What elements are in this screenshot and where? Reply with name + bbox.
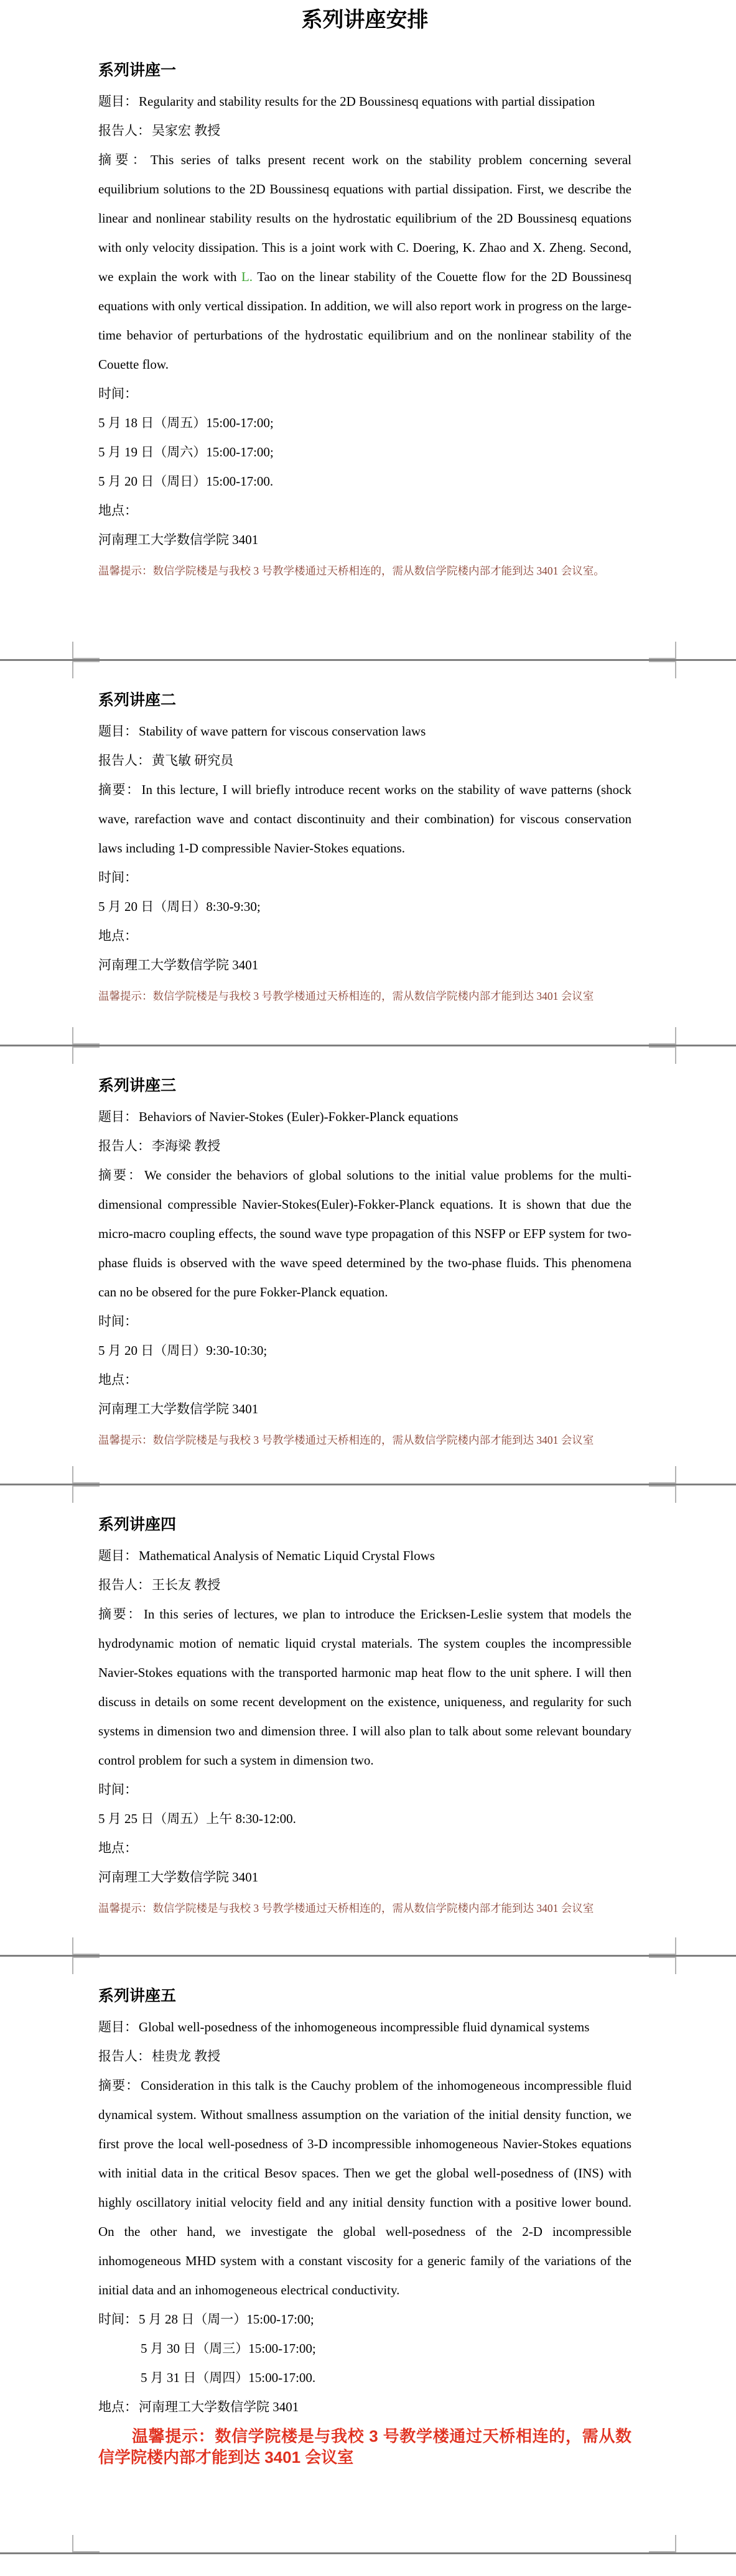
- location-label: 地点：: [98, 2399, 137, 2414]
- title-label: 题目：: [98, 2020, 137, 2034]
- page-break: [0, 2552, 736, 2554]
- lecture-5-title: [98, 2013, 631, 2042]
- margin-mark-icon: [72, 1466, 100, 1484]
- lecture-3-speaker: [98, 1132, 631, 1161]
- lecture-1-time-label: [98, 379, 631, 409]
- lecture-5-time-2: 5 月 30 日（周三）15:00-17:00;: [141, 2341, 316, 2356]
- title-label: 题目：: [98, 94, 137, 109]
- time-label: 时间：: [98, 1782, 137, 1797]
- lecture-5-title-text: Global well-posedness of the inhomogeneous incompressible fluid dynamical systems: [139, 2020, 590, 2034]
- time-label: 时间：: [98, 1314, 137, 1329]
- lecture-4-speaker-name: 王长友 教授: [152, 1577, 221, 1592]
- lecture-3-location-label: [98, 1365, 631, 1395]
- lecture-4-abstract-text: In this series of lectures, we plan to introduce the Ericksen-Leslie system that models the hydrodynamic motion of nematic liquid crystal materials. The system couples the incompressible Navier-Stokes equations with the transported harmonic map heat flow to the unit sphere. I will then discuss in details on some recent development on the existence, uniqueness, and regularity for such systems in dimension two and dimension three. I will also plan to talk about some relevant boundary control problem for such a system in dimension two.: [98, 1607, 631, 1768]
- lecture-5-location-text: 河南理工大学数信学院 3401: [139, 2399, 299, 2414]
- lecture-2-location: 河南理工大学数信学院 3401: [98, 958, 259, 972]
- page-break: [0, 1484, 736, 1485]
- lecture-1-location: 河南理工大学数信学院 3401: [98, 532, 259, 547]
- margin-mark-icon: [649, 661, 676, 678]
- page-break: [0, 1955, 736, 1957]
- margin-mark-icon: [72, 1027, 100, 1045]
- lecture-1-time-3: 5 月 20 日（周日）15:00-17:00.: [98, 474, 274, 489]
- lecture-3-abstract-text: We consider the behaviors of global solutions to the initial value problems for the multi-dimensional compressible Navier-Stokes(Euler)-Fokker-Planck equations. It is shown that due the micro-macro coupling effects, the sound wave type propagation of this NSFP or EFP system for two-phase fluids is observed with the wave speed determined by the two-phase fluids. This phenomena can no be obsered for the pure Fokker-Planck equation.: [98, 1168, 631, 1300]
- time-label: 时间：: [98, 386, 137, 401]
- time-label: 时间：: [98, 870, 137, 885]
- lecture-3-time-1: 5 月 20 日（周日）9:30-10:30;: [98, 1343, 268, 1358]
- lecture-4-speaker: [98, 1571, 631, 1600]
- margin-mark-icon: [649, 1046, 676, 1064]
- page-break: [0, 659, 736, 661]
- lecture-3-speaker-name: 李海梁 教授: [152, 1138, 221, 1153]
- lecture-2-heading: 系列讲座二: [98, 691, 177, 709]
- lecture-3-abstract: [98, 1161, 631, 1307]
- lecture-1-speaker-name: 吴家宏 教授: [152, 123, 221, 138]
- document-page-4: [0, 1485, 736, 1955]
- lecture-4-location: 河南理工大学数信学院 3401: [98, 1870, 259, 1885]
- abstract-label: 摘要：: [98, 782, 141, 797]
- lecture-5-speaker-name: 桂贵龙 教授: [152, 2049, 221, 2064]
- lecture-4-heading: 系列讲座四: [98, 1516, 177, 1533]
- lecture-1-title: [98, 87, 631, 116]
- margin-mark-icon: [649, 1937, 676, 1955]
- speaker-label: 报告人：: [98, 1577, 151, 1592]
- abstract-label: 摘要：: [98, 152, 149, 167]
- lecture-1-speaker: [98, 116, 631, 145]
- lecture-1-abstract-pre: This series of talks present recent work on the stability problem concerning several equilibrium solutions to the 2D Boussinesq equations with partial dissipation. First, we describe the linear and nonlinear stability results on the hydrostatic equilibrium of the 2D Boussinesq equations with only velocity dissipation. This is a joint work with C. Doering, K. Zhao and X. Zheng. Second, we explain the work with: [98, 152, 632, 284]
- lecture-1-title-text: Regularity and stability results for the 2D Boussinesq equations with partial dissipation: [139, 94, 595, 109]
- margin-mark-icon: [72, 642, 100, 659]
- lecture-5-speaker: [98, 2042, 631, 2071]
- title-label: 题目：: [98, 1548, 137, 1563]
- lecture-5-abstract-text: Consideration in this talk is the Cauchy problem of the inhomogeneous incompressible fluid dynamical system. Without smallness assumption on the variation of the initial density function, we first prove the local well-posedness of 3-D incompressible inhomogeneous Navier-Stokes equations with initial data in the critical Besov spaces. Then we get the global well-posedness of (INS) with highly oscillatory initial velocity field and any initial density function with a positive lower bound. On the other hand, we investigate the global well-posedness of the 2-D incompressible inhomogeneous MHD system with a constant viscosity for a generic family of the variations of the initial data and an inhomogeneous electrical conductivity.: [98, 2078, 631, 2297]
- lecture-2-tip: 温馨提示：数信学院楼是与我校 3 号教学楼通过天桥相连的，需从数信学院楼内部才能到达 3401 会议室: [98, 990, 594, 1002]
- document-page-5: [0, 1957, 736, 2552]
- final-tip: 温馨提示：数信学院楼是与我校 3 号教学楼通过天桥相连的，需从数信学院楼内部才能到达 3401 会议室: [98, 2427, 631, 2467]
- page-tail-whitespace: [0, 2554, 736, 2562]
- margin-mark-icon: [72, 1957, 100, 1974]
- lecture-3-heading: 系列讲座三: [98, 1077, 177, 1094]
- lecture-4-time-label: [98, 1775, 631, 1804]
- lecture-4-tip: 温馨提示：数信学院楼是与我校 3 号教学楼通过天桥相连的，需从数信学院楼内部才能到达 3401 会议室: [98, 1902, 594, 1914]
- margin-mark-icon: [72, 2535, 100, 2552]
- lecture-1-tip: 温馨提示：数信学院楼是与我校 3 号教学楼通过天桥相连的，需从数信学院楼内部才能到达 3401 会议室。: [98, 565, 605, 577]
- document-page-2: [0, 661, 736, 1045]
- time-label: 时间：: [98, 2312, 137, 2327]
- lecture-4-abstract: [98, 1600, 631, 1775]
- lecture-2-title-text: Stability of wave pattern for viscous conservation laws: [139, 724, 426, 739]
- lecture-2-title: [98, 717, 631, 746]
- lecture-2-abstract: [98, 775, 631, 863]
- lecture-3-title: [98, 1102, 631, 1132]
- title-label: 题目：: [98, 724, 137, 739]
- speaker-label: 报告人：: [98, 1138, 151, 1153]
- lecture-2-abstract-text: In this lecture, I will briefly introduce recent works on the stability of wave patterns (shock wave, rarefaction wave and contact discontinuity and their combination) for viscous conservation laws including 1-D compressible Navier-Stokes equations.: [98, 782, 631, 856]
- margin-mark-icon: [649, 1466, 676, 1484]
- document-page-3: [0, 1046, 736, 1484]
- speaker-label: 报告人：: [98, 2049, 151, 2064]
- lecture-1-time-1: 5 月 18 日（周五）15:00-17:00;: [98, 415, 274, 430]
- location-label: 地点：: [98, 1840, 137, 1855]
- location-label: 地点：: [98, 928, 137, 943]
- margin-mark-icon: [649, 642, 676, 659]
- lecture-5-location: [98, 2393, 631, 2422]
- lecture-2-time-1: 5 月 20 日（周日）8:30-9:30;: [98, 899, 261, 914]
- margin-mark-icon: [72, 1937, 100, 1955]
- abstract-label: 摘要：: [98, 1168, 143, 1183]
- lecture-4-location-label: [98, 1834, 631, 1863]
- document-page-1: [0, 0, 736, 659]
- margin-mark-icon: [649, 1027, 676, 1045]
- lecture-3-title-text: Behaviors of Navier-Stokes (Euler)-Fokker-Planck equations: [139, 1109, 459, 1124]
- lecture-3-time-label: [98, 1307, 631, 1336]
- margin-mark-icon: [649, 2535, 676, 2552]
- margin-mark-icon: [72, 1046, 100, 1064]
- lecture-2-time-label: [98, 863, 631, 892]
- lecture-2-speaker-name: 黄飞敏 研究员: [152, 753, 234, 768]
- lecture-3-location: 河南理工大学数信学院 3401: [98, 1401, 259, 1416]
- lecture-1-abstract: [98, 145, 631, 379]
- lecture-1-time-2: 5 月 19 日（周六）15:00-17:00;: [98, 445, 274, 459]
- title-label: 题目：: [98, 1109, 137, 1124]
- location-label: 地点：: [98, 1372, 137, 1387]
- location-label: 地点：: [98, 503, 137, 518]
- lecture-1-heading: 系列讲座一: [98, 62, 177, 79]
- lecture-5-abstract: [98, 2071, 631, 2305]
- lecture-5-time-1-text: 5 月 28 日（周一）15:00-17:00;: [139, 2312, 314, 2327]
- lecture-1-location-label: [98, 496, 631, 525]
- lecture-1-abstract-post: Tao on the linear stability of the Couette flow for the 2D Boussinesq equations with only vertical dissipation. In addition, we will also report work in progress on the large-time behavior of perturbations of the hydrostatic equilibrium and on the nonlinear stability of the Couette flow.: [98, 269, 632, 372]
- lecture-5-time-3: 5 月 31 日（周四）15:00-17:00.: [141, 2370, 316, 2385]
- lecture-5-time-1: [98, 2305, 631, 2334]
- lecture-2-speaker: [98, 746, 631, 775]
- lecture-4-title-text: Mathematical Analysis of Nematic Liquid Crystal Flows: [139, 1548, 435, 1563]
- lecture-4-title: [98, 1541, 631, 1571]
- margin-mark-icon: [72, 1485, 100, 1503]
- lecture-1-abstract-highlight: L.: [241, 269, 253, 284]
- lecture-3-tip: 温馨提示：数信学院楼是与我校 3 号教学楼通过天桥相连的，需从数信学院楼内部才能到达 3401 会议室: [98, 1434, 594, 1446]
- page-title: 系列讲座安排: [301, 8, 429, 32]
- lecture-4-time-1: 5 月 25 日（周五）上午 8:30-12:00.: [98, 1811, 296, 1826]
- margin-mark-icon: [649, 1485, 676, 1503]
- margin-mark-icon: [72, 661, 100, 678]
- page-break: [0, 1045, 736, 1046]
- lecture-2-location-label: [98, 921, 631, 951]
- speaker-label: 报告人：: [98, 753, 151, 768]
- speaker-label: 报告人：: [98, 123, 151, 138]
- lecture-5-heading: 系列讲座五: [98, 1987, 177, 2005]
- margin-mark-icon: [649, 1957, 676, 1974]
- abstract-label: 摘要：: [98, 1607, 142, 1622]
- abstract-label: 摘要：: [98, 2078, 140, 2093]
